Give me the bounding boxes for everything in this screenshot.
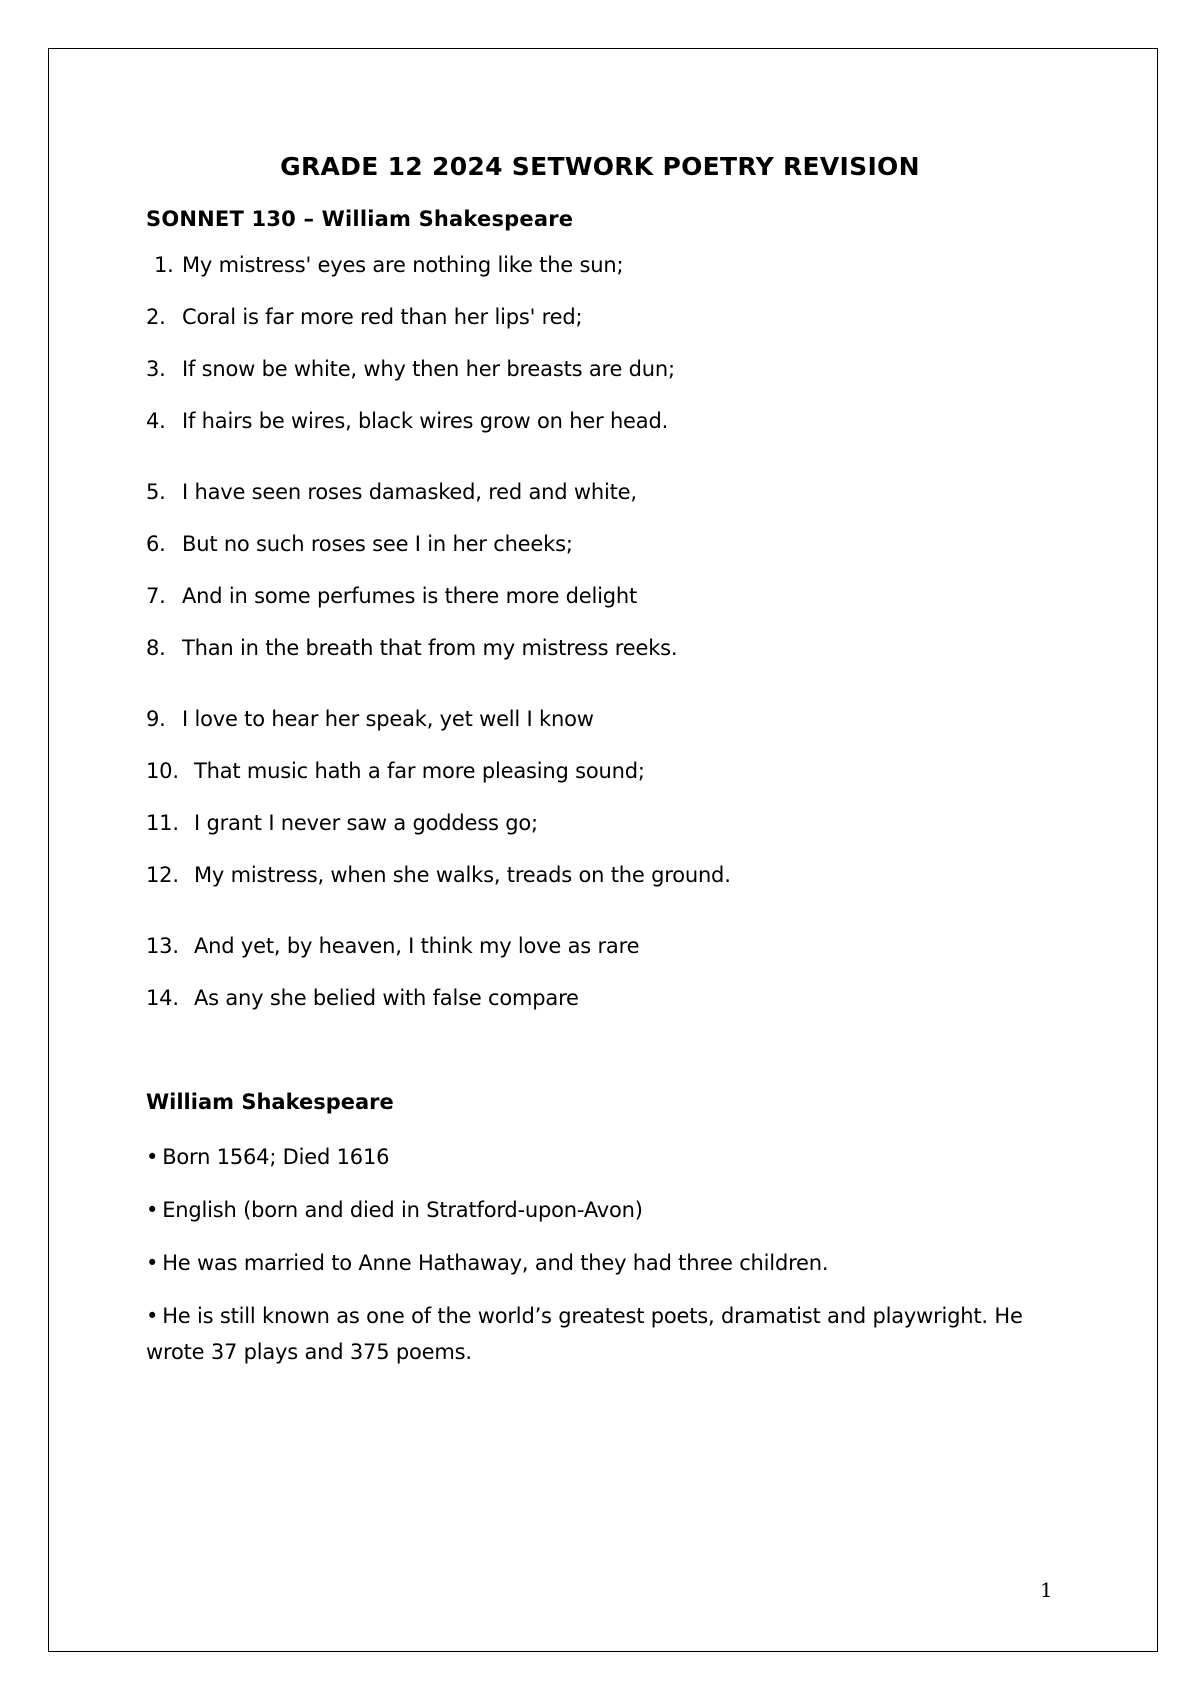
bio-item-text: He is still known as one of the world’s greatest poets, dramatist and playwright. He wrote 37 plays and 375 poems. (146, 1304, 1023, 1364)
bio-list (146, 1139, 1046, 1370)
line-number: 7. (146, 584, 166, 608)
bio-item (146, 1245, 1046, 1281)
poem-line (146, 758, 1046, 784)
line-text: That music hath a far more pleasing sound; (194, 759, 645, 783)
poem-line (146, 635, 1046, 661)
line-number: 1. (154, 253, 174, 277)
stanza-1 (146, 252, 1046, 434)
line-number: 11. (146, 811, 179, 835)
line-number: 2. (146, 305, 166, 329)
line-text: But no such roses see I in her cheeks; (182, 532, 573, 556)
page-number: 1 (1040, 1578, 1053, 1602)
line-text: And in some perfumes is there more delight (182, 584, 638, 608)
line-number: 3. (146, 357, 166, 381)
line-text: My mistress' eyes are nothing like the sun; (182, 253, 624, 277)
line-text: I love to hear her speak, yet well I know (182, 707, 594, 731)
poem-line (146, 810, 1046, 836)
bio-item-text: Born 1564; Died 1616 (162, 1145, 390, 1169)
line-text: I have seen roses damasked, red and white, (182, 480, 637, 504)
line-text: Coral is far more red than her lips' red; (182, 305, 583, 329)
bio-item-text: English (born and died in Stratford-upon-Avon) (162, 1198, 643, 1222)
line-text: And yet, by heaven, I think my love as rare (194, 934, 640, 958)
poem-line (146, 304, 1046, 330)
poem-line (146, 479, 1046, 505)
line-text: If hairs be wires, black wires grow on her head. (182, 409, 669, 433)
poem-line (146, 706, 1046, 732)
bio-item (146, 1298, 1046, 1370)
line-number: 5. (146, 480, 166, 504)
poem-heading: SONNET 130 – William Shakespeare (146, 207, 574, 231)
line-number: 14. (146, 986, 179, 1010)
bio-item (146, 1139, 1046, 1175)
stanza-4 (146, 933, 1046, 1011)
bio-item-text: He was married to Anne Hathaway, and they had three children. (162, 1251, 829, 1275)
bullet-icon: • (146, 1145, 159, 1169)
line-text: As any she belied with false compare (194, 986, 579, 1010)
line-number: 13. (146, 934, 179, 958)
line-number: 9. (146, 707, 166, 731)
line-text: I grant I never saw a goddess go; (194, 811, 538, 835)
bullet-icon: • (146, 1198, 159, 1222)
line-number: 4. (146, 409, 166, 433)
line-number: 12. (146, 863, 179, 887)
line-text: Than in the breath that from my mistress reeks. (182, 636, 678, 660)
bio-heading: William Shakespeare (146, 1090, 394, 1114)
page-title: GRADE 12 2024 SETWORK POETRY REVISION (280, 152, 920, 181)
document-body (146, 206, 1046, 1370)
line-number: 8. (146, 636, 166, 660)
stanza-2 (146, 479, 1046, 661)
poem-line (146, 531, 1046, 557)
stanza-3 (146, 706, 1046, 888)
poem-line (146, 862, 1046, 888)
line-text: If snow be white, why then her breasts are dun; (182, 357, 675, 381)
bullet-icon: • (146, 1304, 159, 1328)
line-number: 10. (146, 759, 179, 783)
poem-line (146, 933, 1046, 959)
author-bio (146, 1089, 1046, 1370)
poem-line (146, 583, 1046, 609)
poem-line (146, 985, 1046, 1011)
line-number: 6. (146, 532, 166, 556)
poem-line (146, 252, 1046, 278)
poem-line (146, 408, 1046, 434)
poem-line (146, 356, 1046, 382)
bio-item (146, 1192, 1046, 1228)
line-text: My mistress, when she walks, treads on the ground. (194, 863, 731, 887)
bullet-icon: • (146, 1251, 159, 1275)
